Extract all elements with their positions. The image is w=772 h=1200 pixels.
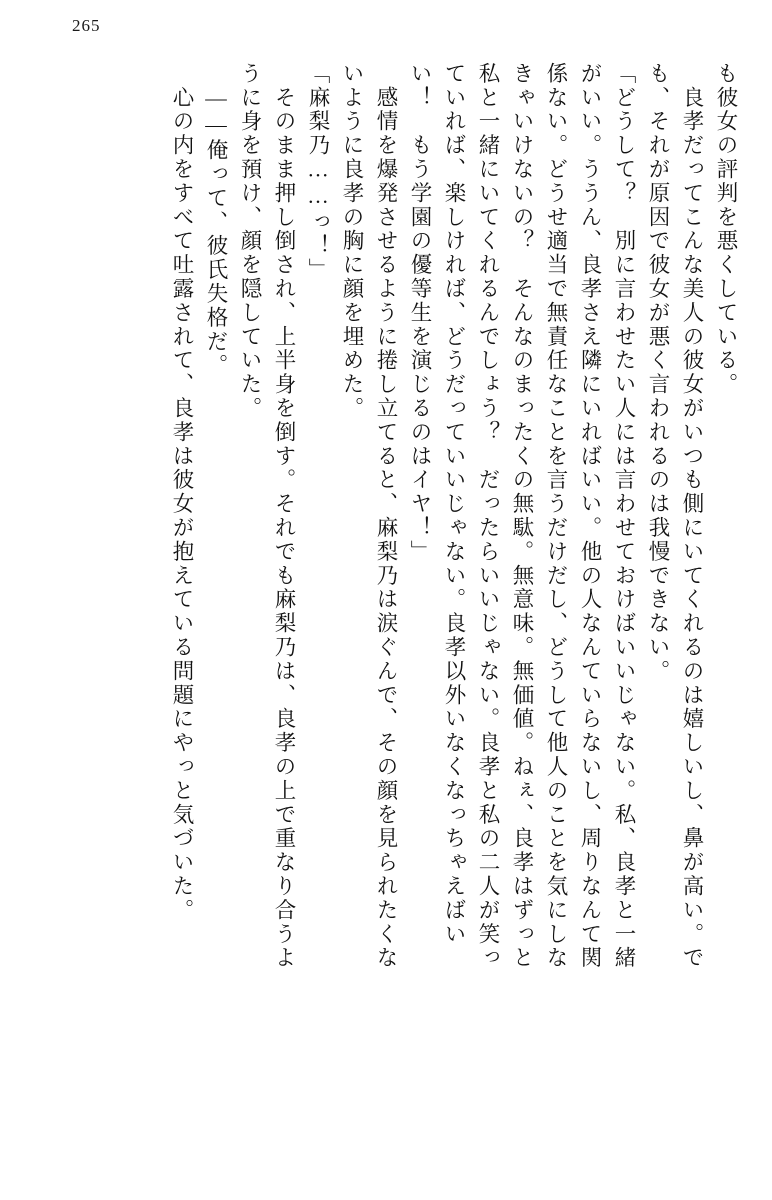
text-line: 「どうして？ 別に言わせたい人には言わせておけばいいじゃない。私、良孝と一緒 xyxy=(612,62,636,971)
text-line: 良孝だってこんな美人の彼女がいつも側にいてくれるのは嬉しいし、鼻が高い。で xyxy=(680,62,704,971)
text-line: い！ もう学園の優等生を演じるのはイヤ！」 xyxy=(408,62,432,564)
text-line: そのまま押し倒され、上半身を倒す。それでも麻梨乃は、良孝の上で重なり合うよ xyxy=(272,62,296,971)
text-line: も彼女の評判を悪くしている。 xyxy=(714,62,738,397)
text-line: 感情を爆発させるように捲し立てると、麻梨乃は涙ぐんで、その顔を見られたくな xyxy=(374,62,398,971)
text-line: 私と一緒にいてくれるんでしょう？ だったらいいじゃない。良孝と私の二人が笑っ xyxy=(476,62,500,971)
vertical-text-block xyxy=(64,62,736,1152)
text-line: ていれば、楽しければ、どうだっていいじゃない。良孝以外いなくなっちゃえばい xyxy=(442,62,466,947)
text-line: 「麻梨乃……っ！」 xyxy=(306,62,330,283)
text-line: 係ない。どうせ適当で無責任なことを言うだけだし、どうして他人のことを気にしな xyxy=(544,62,568,971)
page-number: 265 xyxy=(72,16,101,35)
text-line: がいい。ううん、良孝さえ隣にいればいい。他の人なんていらないし、周りなんて関 xyxy=(578,62,602,971)
text-line: ――俺って、彼氏失格だ。 xyxy=(204,62,228,378)
text-line: うに身を預け、顔を隠していた。 xyxy=(238,62,262,421)
text-line: きゃいけないの？ そんなのまったくの無駄。無意味。無価値。ねぇ、良孝はずっと xyxy=(510,62,534,971)
text-line: も、それが原因で彼女が悪く言われるのは我慢できない。 xyxy=(646,62,670,684)
text-line: 心の内をすべて吐露されて、良孝は彼女が抱えている問題にやっと気づいた。 xyxy=(170,62,194,923)
text-line: いように良孝の胸に顔を埋めた。 xyxy=(340,62,364,421)
